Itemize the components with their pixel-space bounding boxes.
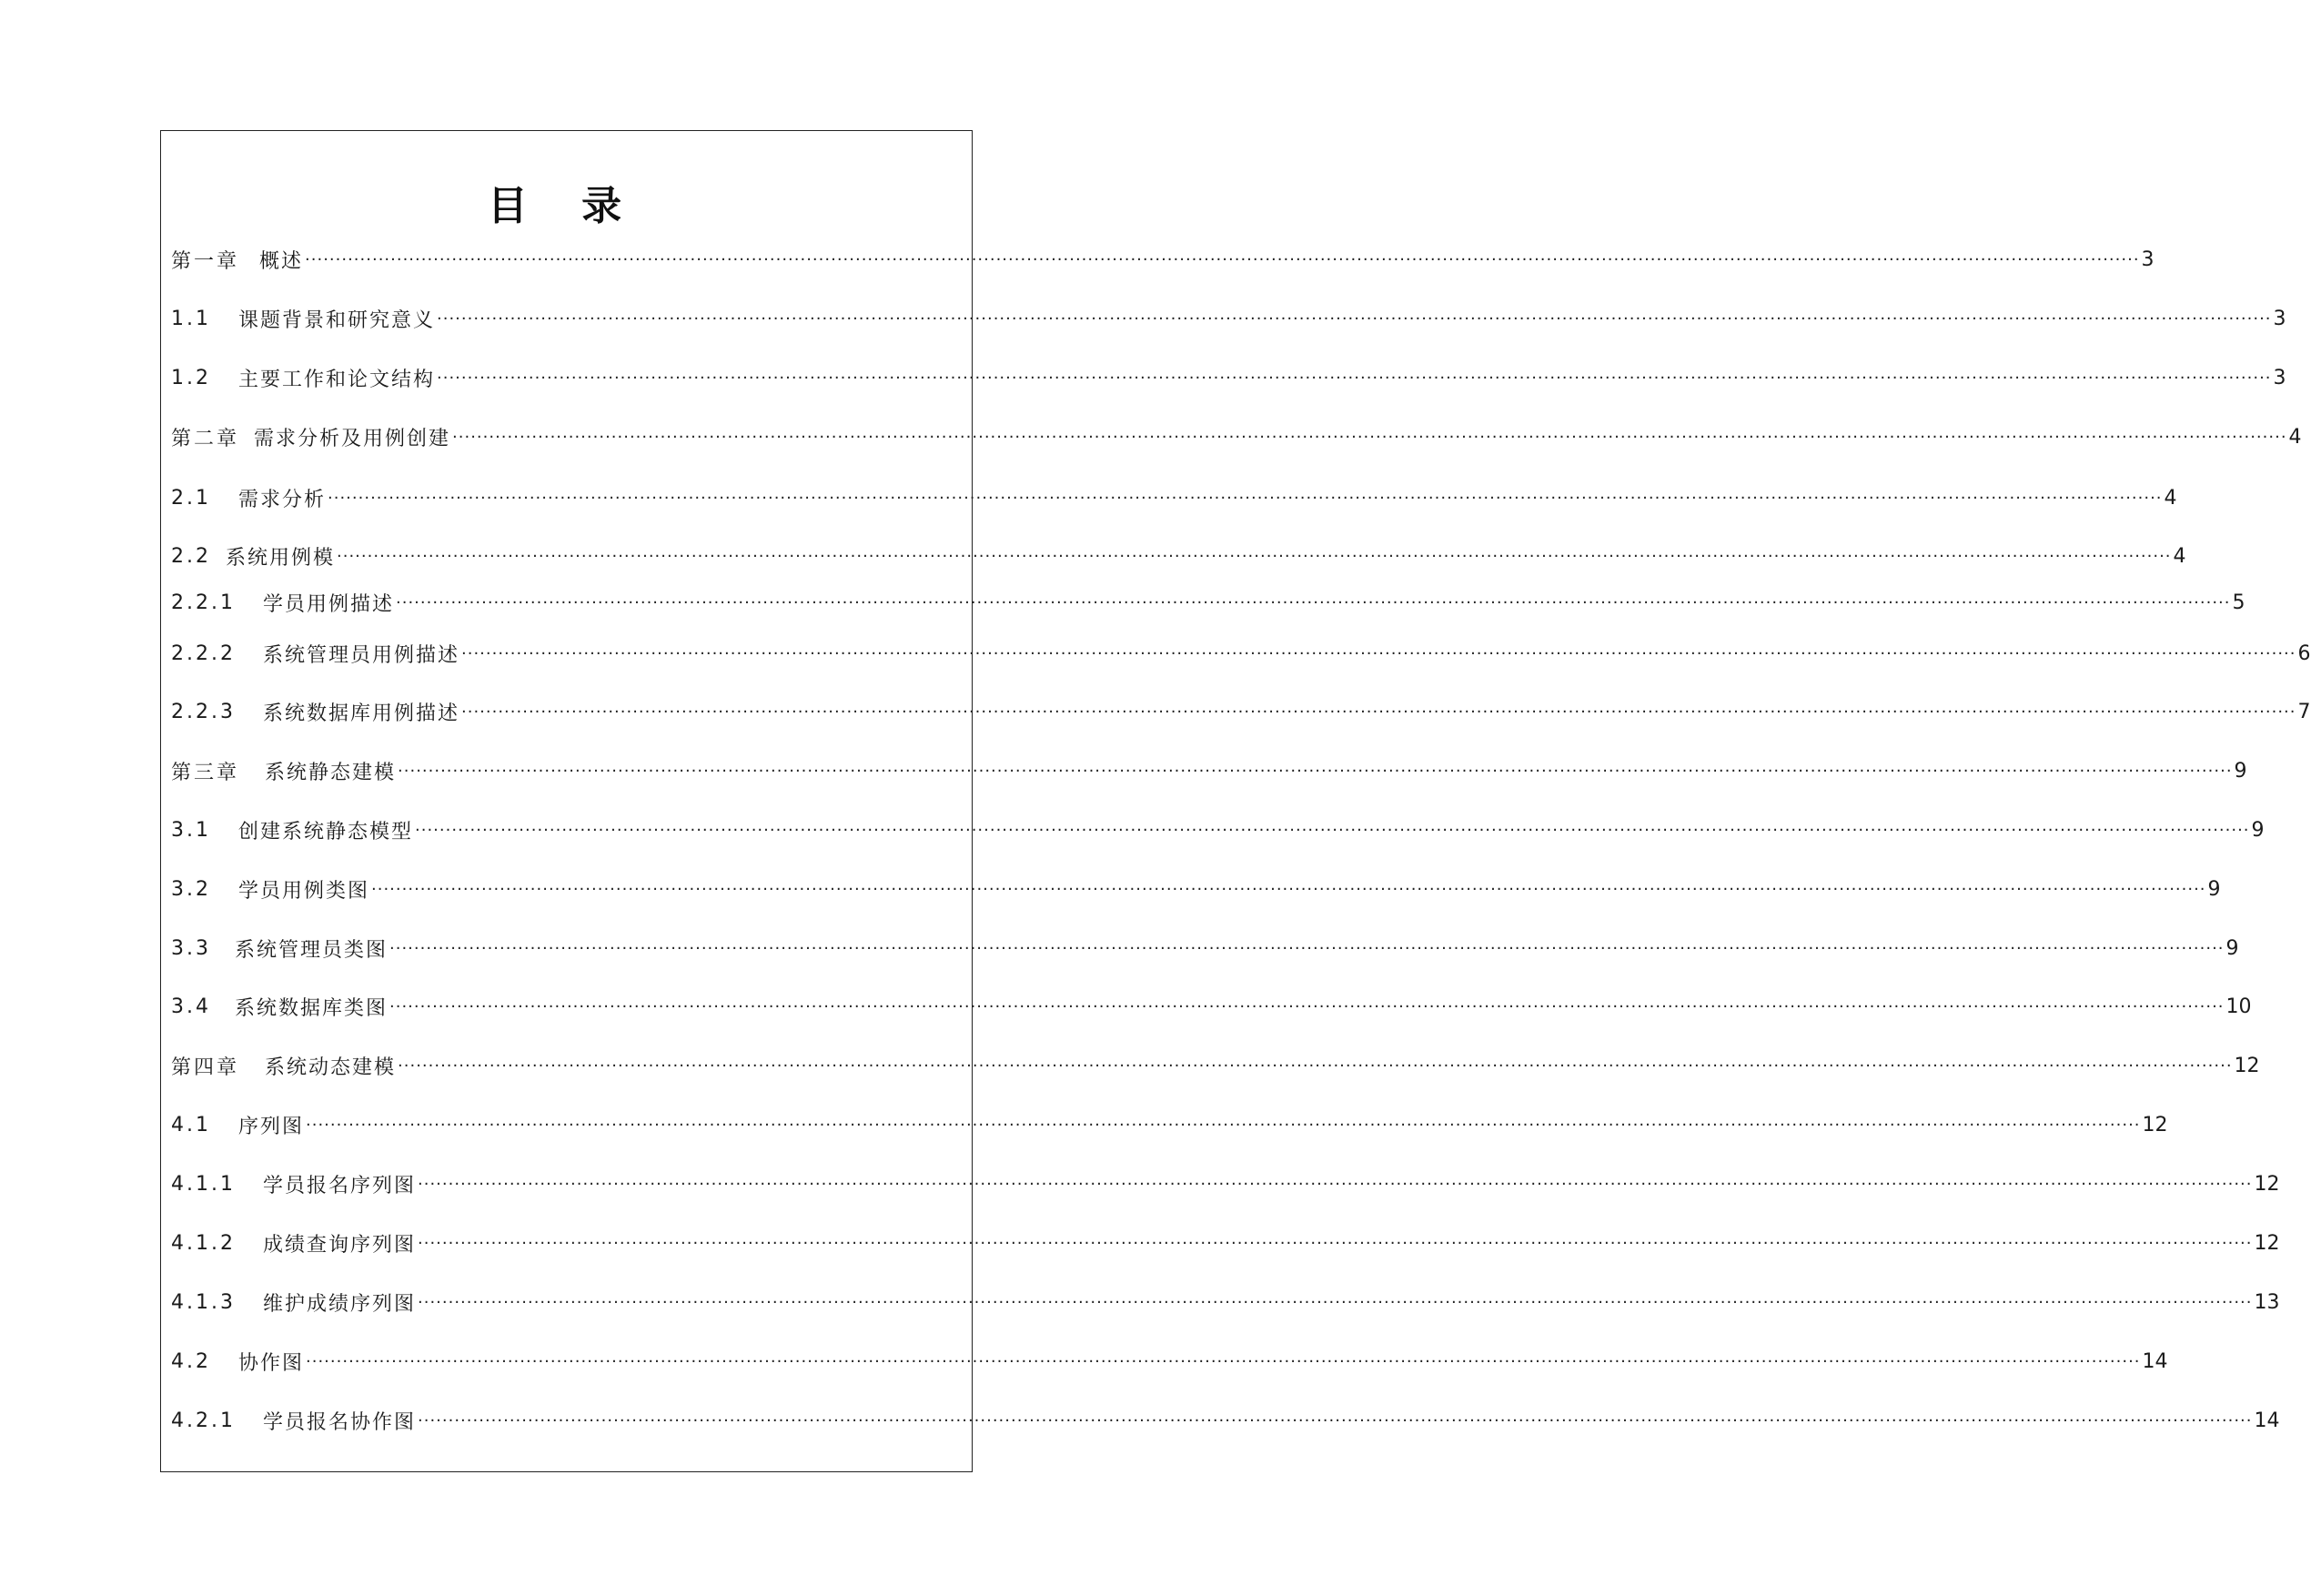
toc-leader-dots: ············································································································································································································································································································ (461, 702, 2296, 722)
toc-entry-number: 第四章 (171, 1056, 240, 1079)
toc-leader-dots: ············································································································································································································································································································ (337, 546, 2172, 566)
toc-entry[interactable] (171, 364, 2286, 391)
toc-leader-dots: ············································································································································································································································································································ (418, 1410, 2253, 1430)
toc-entry-page: 10 (2225, 995, 2252, 1018)
toc-entry-page: 14 (2142, 1349, 2168, 1373)
toc-entry-label: 协作图 (238, 1351, 305, 1375)
toc-entry-label: 系统管理员用例描述 (262, 643, 459, 667)
toc-entry-number: 1.1 (171, 307, 211, 330)
toc-entry-label: 系统数据库类图 (235, 996, 389, 1020)
toc-entry-label: 成绩查询序列图 (262, 1233, 416, 1257)
toc-entry[interactable] (171, 1229, 2280, 1257)
toc-entry[interactable] (171, 305, 2286, 332)
toc-entry-number: 3.4 (171, 995, 211, 1018)
toc-leader-dots: ············································································································································································································································································································ (452, 427, 2287, 447)
toc-entry[interactable] (171, 698, 2311, 725)
toc-entry-number: 2.2.1 (171, 591, 236, 614)
toc-entry-page: 7 (2297, 700, 2311, 723)
toc-leader-dots: ············································································································································································································································································································ (437, 308, 2272, 328)
toc-entry-label: 序列图 (238, 1115, 305, 1138)
toc-entry[interactable] (171, 757, 2247, 784)
toc-entry-page: 9 (2251, 818, 2265, 842)
toc-entry-label: 学员报名协作图 (262, 1410, 416, 1434)
toc-entry-label: 学员用例描述 (262, 592, 394, 616)
toc-entry[interactable] (171, 1348, 2168, 1375)
toc-entry-page: 4 (2164, 486, 2177, 510)
toc-entry-number: 4.1 (171, 1113, 211, 1136)
toc-entry-number: 第一章 (171, 249, 240, 273)
toc-entry-number: 第三章 (171, 761, 240, 784)
toc-entry[interactable] (171, 875, 2221, 903)
toc-entry-number: 4.2 (171, 1349, 211, 1373)
toc-entry-label: 系统静态建模 (265, 761, 397, 784)
toc-entry-page: 12 (2234, 1054, 2260, 1077)
toc-entry-number: 3.3 (171, 936, 211, 960)
toc-entry-page: 3 (2273, 366, 2286, 389)
toc-entry[interactable] (171, 484, 2177, 511)
toc-entry-number: 1.2 (171, 366, 211, 389)
toc-entry[interactable] (171, 246, 2155, 273)
toc-leader-dots: ············································································································································································································································································································ (389, 996, 2225, 1016)
toc-entry-label: 创建系统静态模型 (238, 820, 414, 843)
toc-entry-page: 12 (2142, 1113, 2168, 1136)
toc-entry[interactable] (171, 589, 2245, 616)
toc-entry-number: 2.2.2 (171, 641, 236, 665)
toc-entry[interactable] (171, 993, 2252, 1020)
toc-leader-dots: ············································································································································································································································································································ (396, 592, 2231, 612)
toc-entry[interactable] (171, 542, 2186, 570)
toc-entry[interactable] (171, 1052, 2260, 1079)
toc-entry[interactable] (171, 423, 2302, 450)
toc-leader-dots: ············································································································································································································································································································ (398, 1056, 2233, 1076)
toc-leader-dots: ············································································································································································································································································································ (306, 1351, 2141, 1371)
toc-leader-dots: ············································································································································································································································································································ (437, 368, 2272, 388)
toc-leader-dots: ············································································································································································································································································································ (389, 938, 2225, 958)
toc-entry-page: 4 (2288, 425, 2302, 449)
toc-list (171, 0, 2311, 1596)
toc-entry[interactable] (171, 1288, 2280, 1316)
toc-entry-page: 9 (2234, 759, 2247, 783)
toc-entry-page: 12 (2254, 1172, 2280, 1196)
toc-entry-number: 3.1 (171, 818, 211, 842)
toc-entry[interactable] (171, 640, 2311, 667)
toc-entry-number: 4.1.2 (171, 1231, 236, 1255)
toc-entry-label: 维护成绩序列图 (262, 1292, 416, 1316)
toc-entry-number: 第二章 (171, 427, 240, 450)
toc-entry-label: 需求分析及用例创建 (254, 427, 451, 450)
toc-entry-page: 13 (2254, 1290, 2280, 1314)
toc-title: 目 录 (487, 183, 642, 229)
toc-leader-dots: ············································································································································································································································································································ (418, 1233, 2253, 1253)
toc-entry-page: 6 (2297, 641, 2311, 665)
toc-entry-label: 课题背景和研究意义 (238, 308, 436, 332)
toc-leader-dots: ············································································································································································································································································································ (398, 761, 2233, 781)
toc-leader-dots: ············································································································································································································································································································ (328, 488, 2163, 508)
toc-leader-dots: ············································································································································································································································································································ (415, 820, 2250, 840)
toc-entry[interactable] (171, 934, 2239, 962)
toc-leader-dots: ············································································································································································································································································································ (418, 1292, 2253, 1312)
toc-entry-number: 2.2.3 (171, 700, 236, 723)
toc-entry-page: 3 (2141, 247, 2155, 271)
toc-entry-label: 需求分析 (238, 488, 327, 511)
toc-entry-page: 9 (2225, 936, 2239, 960)
toc-entry-page: 12 (2254, 1231, 2280, 1255)
toc-leader-dots: ············································································································································································································································································································ (305, 249, 2140, 269)
toc-entry-page: 4 (2173, 544, 2186, 568)
toc-entry-number: 2.2 (171, 544, 211, 568)
toc-entry-page: 5 (2232, 591, 2245, 614)
toc-entry[interactable] (171, 1407, 2280, 1434)
toc-leader-dots: ············································································································································································································································································································ (461, 643, 2296, 663)
toc-entry-number: 4.2.1 (171, 1409, 236, 1432)
toc-leader-dots: ············································································································································································································································································································ (418, 1174, 2253, 1194)
toc-entry-number: 2.1 (171, 486, 211, 510)
toc-entry-page: 14 (2254, 1409, 2280, 1432)
toc-entry-label: 概述 (259, 249, 304, 273)
toc-entry-label: 系统管理员类图 (235, 938, 389, 962)
toc-entry-number: 3.2 (171, 877, 211, 901)
toc-entry-label: 系统动态建模 (265, 1056, 397, 1079)
toc-entry-page: 3 (2273, 307, 2286, 330)
toc-entry[interactable] (171, 1170, 2280, 1197)
toc-leader-dots: ············································································································································································································································································································ (371, 879, 2206, 899)
toc-entry-label: 系统用例模 (226, 546, 336, 570)
toc-entry-number: 4.1.3 (171, 1290, 236, 1314)
toc-entry[interactable] (171, 816, 2265, 843)
toc-entry-page: 9 (2207, 877, 2221, 901)
toc-entry-label: 学员报名序列图 (262, 1174, 416, 1197)
toc-entry[interactable] (171, 1111, 2168, 1138)
toc-entry-label: 主要工作和论文结构 (238, 368, 436, 391)
toc-entry-label: 学员用例类图 (238, 879, 370, 903)
toc-leader-dots: ············································································································································································································································································································ (306, 1115, 2141, 1135)
toc-entry-label: 系统数据库用例描述 (262, 702, 459, 725)
toc-entry-number: 4.1.1 (171, 1172, 236, 1196)
